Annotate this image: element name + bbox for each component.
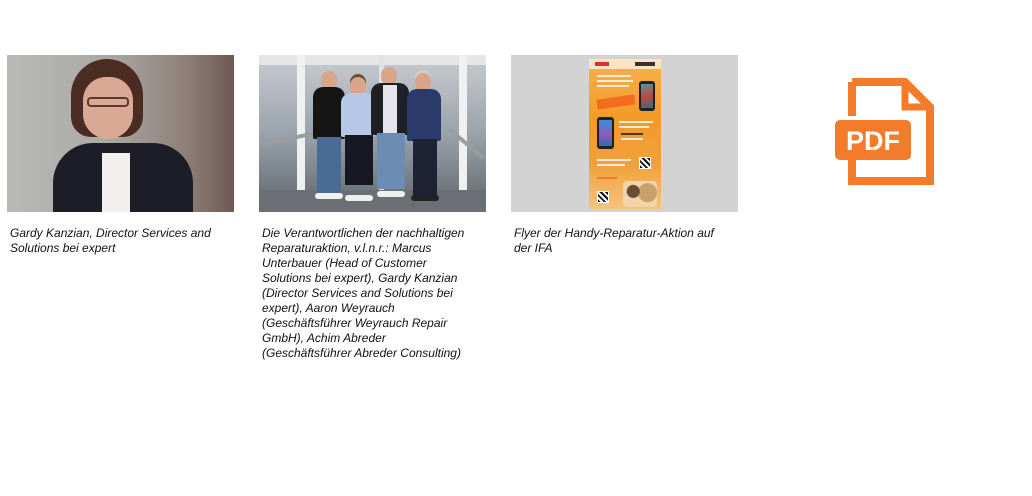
qr-code [597,191,609,203]
group-photo[interactable] [259,55,486,212]
flyer-image[interactable] [511,55,738,212]
portrait-photo[interactable] [7,55,234,212]
image-caption: Die Verantwortlichen der nachhaltigen Reparaturaktion, v.l.n.r.: Marcus Unterbauer (Head of Customer Solutions bei expert), Gardy Kanzian (Director Services and Solutions bei expert), Aaron Weyrauch (Geschäftsführer Weyrauch Repair GmbH), Achim Abreder (Geschäftsführer Abreder Consulting) [262,226,465,360]
image-caption: Flyer der Handy-Reparatur-Aktion auf der IFA [514,226,714,255]
photo-detail [459,55,467,195]
photo-detail [83,77,133,139]
phone-icon [597,117,614,149]
photo-detail [102,153,130,212]
flyer-banner [596,94,635,109]
gallery-item-group [259,55,486,361]
qr-code [639,157,651,169]
photo-detail [87,97,129,107]
flyer-logos [589,59,661,69]
photo-detail [297,55,305,195]
pdf-label: PDF [846,126,900,156]
pdf-file-icon [835,76,935,186]
photo-detail [259,190,486,212]
phone-icon [639,81,655,111]
image-caption: Gardy Kanzian, Director Services and Solutions bei expert [10,226,211,255]
gallery-item-portrait [7,55,234,256]
flyer-photo [623,181,657,207]
flyer [589,59,661,209]
pdf-download-link[interactable] [835,76,935,186]
photo-detail [259,55,486,65]
photo-detail [259,131,318,147]
gallery-item-flyer [511,55,738,256]
